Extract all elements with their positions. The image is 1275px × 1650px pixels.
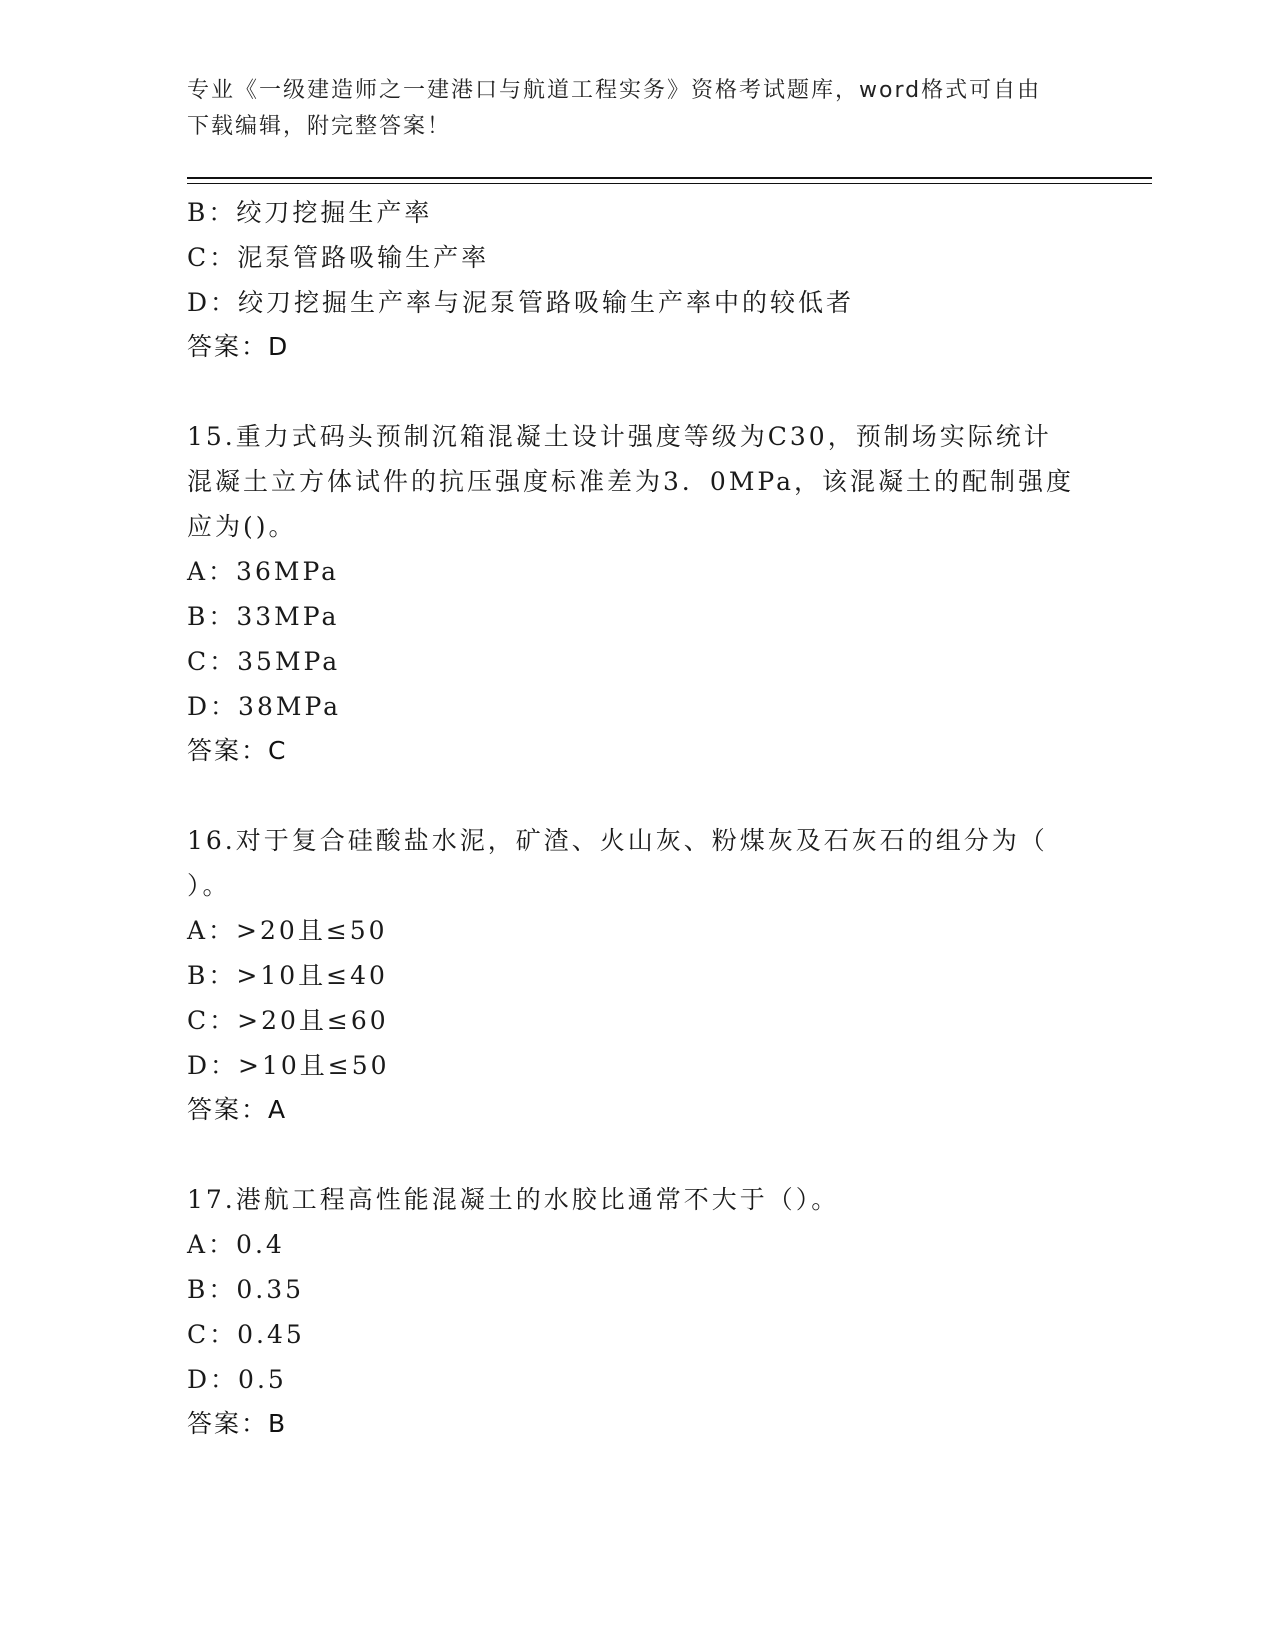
q16-answer: 答案：A [187, 1095, 288, 1124]
q14-option-d: D：绞刀挖掘生产率与泥泵管路吸输生产率中的较低者 [187, 288, 855, 317]
q15-answer: 答案：C [187, 736, 288, 765]
header-divider-thin [187, 183, 1152, 184]
header-divider-thick [187, 177, 1152, 179]
q15-stem-line-3: 应为()。 [187, 512, 297, 541]
header-line-1: 专业《一级建造师之一建港口与航道工程实务》资格考试题库，word格式可自由 [187, 78, 1042, 103]
q16-stem-line-1: 16.对于复合硅酸盐水泥，矿渣、火山灰、粉煤灰及石灰石的组分为（ [187, 826, 1048, 855]
q17-option-c: C：0.45 [187, 1320, 305, 1349]
q17-answer: 答案：B [187, 1409, 288, 1438]
q17-option-d: D：0.5 [187, 1365, 287, 1394]
q16-stem-line-2: ）。 [187, 871, 231, 900]
q14-answer: 答案：D [187, 332, 290, 361]
q16-option-b: B：>10且≤40 [187, 961, 388, 990]
q16-option-d: D：>10且≤50 [187, 1051, 390, 1080]
q17-option-a: A：0.4 [187, 1230, 285, 1259]
q14-option-c: C：泥泵管路吸输生产率 [187, 243, 490, 272]
q15-stem-line-2: 混凝土立方体试件的抗压强度标准差为3．0MPa，该混凝土的配制强度 [187, 467, 1075, 496]
q15-option-d: D：38MPa [187, 692, 342, 721]
q15-option-a: A：36MPa [187, 557, 340, 586]
q16-option-c: C：>20且≤60 [187, 1006, 389, 1035]
q15-stem-line-1: 15.重力式码头预制沉箱混凝土设计强度等级为C30，预制场实际统计 [187, 422, 1052, 451]
q17-stem-line-1: 17.港航工程高性能混凝土的水胶比通常不大于（）。 [187, 1185, 840, 1214]
document-header [187, 73, 1067, 145]
q14-option-b: B：绞刀挖掘生产率 [187, 198, 433, 227]
q15-option-b: B：33MPa [187, 602, 340, 631]
header-line-2: 下载编辑，附完整答案！ [187, 114, 452, 139]
q15-option-c: C：35MPa [187, 647, 341, 676]
q16-option-a: A：>20且≤50 [187, 916, 388, 945]
q17-option-b: B：0.35 [187, 1275, 305, 1304]
